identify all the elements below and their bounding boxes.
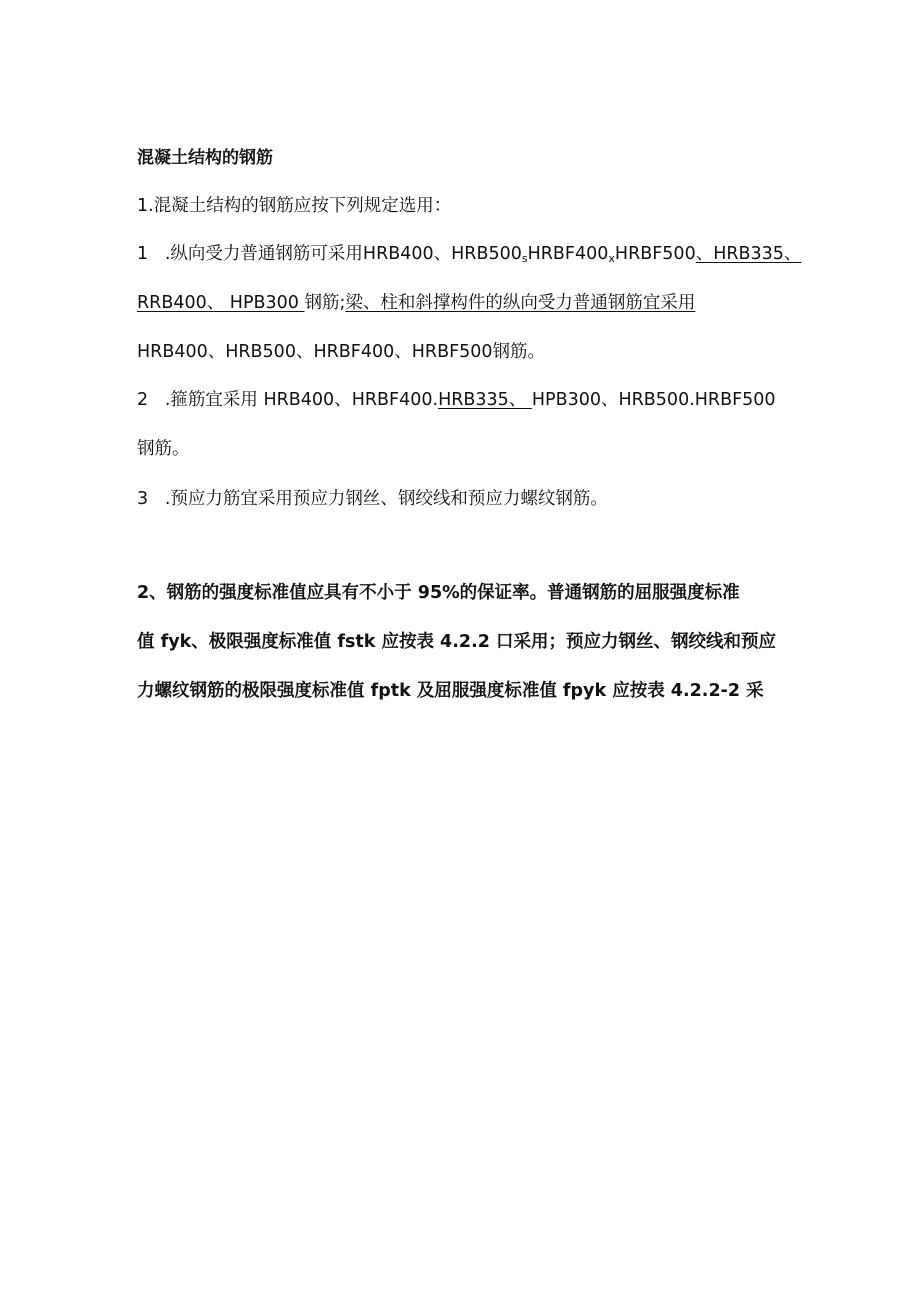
- intro-paragraph: 1.混凝土结构的钢筋应按下列规定选用：: [137, 196, 452, 216]
- item-1-text-a: .纵向受力普通钢筋可采用HRB400、HRB500: [164, 244, 522, 264]
- item-2-text-a: .箍筋宜采用 HRB400、HRBF400.: [164, 390, 439, 410]
- item-3-text: .预应力筋宜采用预应力钢丝、钢绞线和预应力螺纹钢筋。: [164, 489, 608, 509]
- item-1-text-d: 钢筋;: [304, 293, 346, 313]
- item-2-line-1: [137, 388, 776, 412]
- section-2-line-2: 值 fyk、极限强度标准值 fstk 应按表 4.2.2 口采用；预应力钢丝、钢绞线和预应: [137, 632, 776, 652]
- item-1-number: 1: [137, 244, 149, 264]
- item-1-line-3: HRB400、HRB500、HRBF400、HRBF500钢筋。: [137, 342, 546, 362]
- item-1-underlined-c: 梁、柱和斜撑构件的纵向受力普通钢筋宜采用: [345, 293, 696, 313]
- item-3-line: [137, 487, 608, 511]
- item-1-sub-x: x: [608, 252, 615, 265]
- section-title: 混凝土结构的钢筋: [137, 148, 273, 168]
- item-1-line-2: [137, 291, 695, 315]
- section-2-line-3: 力螺纹钢筋的极限强度标准值 fptk 及屈服强度标准值 fpyk 应按表 4.2.2-2 采: [137, 681, 764, 701]
- item-1-text-c: HRBF500: [614, 244, 696, 264]
- item-1-underlined-b: RRB400、 HPB300: [137, 293, 305, 313]
- section-2-line-1: 2、钢筋的强度标准值应具有不小于 95%的保证率。普通钢筋的屈服强度标准: [137, 583, 740, 603]
- item-1-sub-s: s: [521, 252, 528, 265]
- item-2-text-b: HPB300、HRB500.HRBF500: [531, 390, 776, 410]
- item-3-number: 3: [137, 489, 149, 509]
- item-2-line-2: 钢筋。: [137, 439, 190, 459]
- item-2-underlined: HRB335、: [438, 390, 532, 410]
- item-1-underlined-a: 、HRB335、: [695, 244, 802, 264]
- item-2-number: 2: [137, 390, 149, 410]
- item-1-text-b: HRBF400: [527, 244, 609, 264]
- item-1-line-1: [137, 242, 801, 271]
